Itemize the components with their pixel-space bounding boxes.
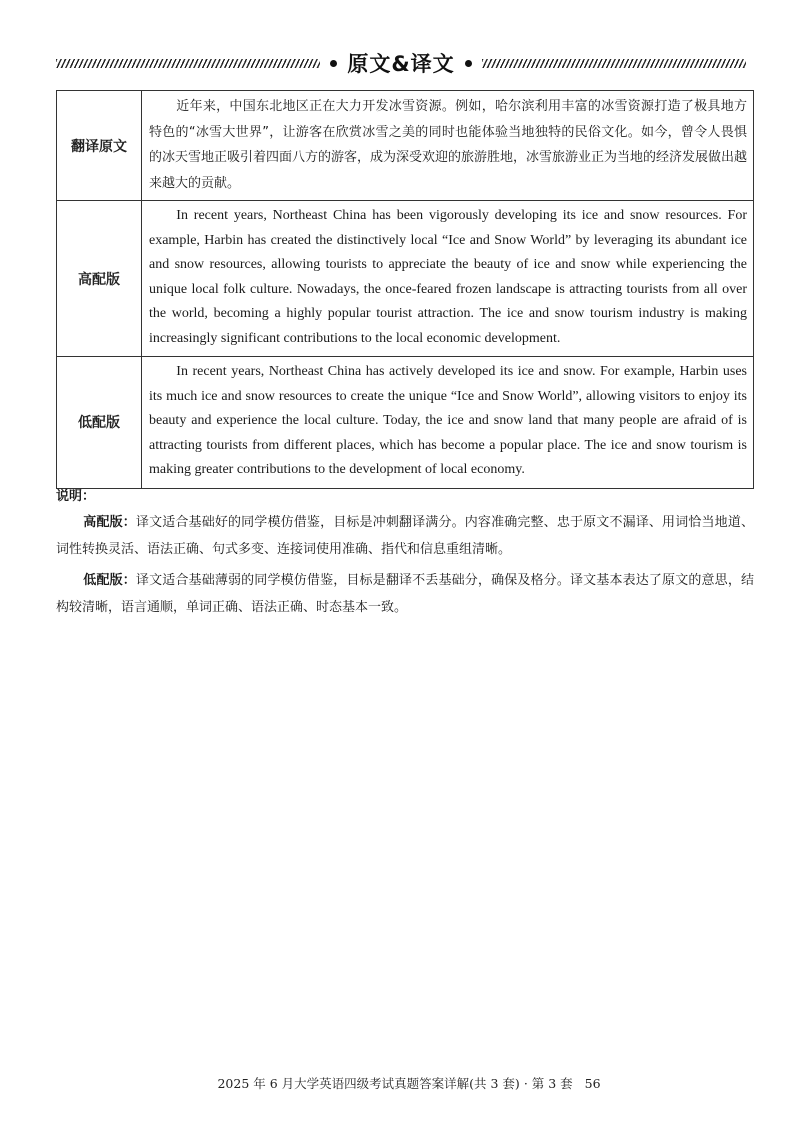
footer-set-label: · 第 3 套 <box>523 1076 573 1091</box>
note-low-label: 低配版： <box>83 573 136 588</box>
note-high-text: 译文适合基础好的同学模仿借鉴，目标是冲刺翻译满分。内容准确完整、忠于原文不漏译、用词恰当地道、词性转换灵活、语法正确、句式多变、连接词使用准确、指代和信息重组清晰。 <box>56 515 754 557</box>
low-version-text: In recent years, Northeast China has actively developed its ice and snow. For example, Harbin uses its much ice and snow resources to create the unique “Ice and Snow World”, allowing visitors to enjoy its beauty and experience the local culture. Today, the ice and snow land that many people are afraid of is attracting tourists from different places, which has become a popular place. The ice and snow tourism is making greater contributions to the development of local economy. <box>149 364 747 477</box>
row-label-high: 高配版 <box>57 201 142 357</box>
notes-heading: 说明： <box>56 489 96 504</box>
page-number: 56 <box>584 1076 601 1091</box>
note-low-text: 译文适合基础薄弱的同学模仿借鉴，目标是翻译不丢基础分，确保及格分。译文基本表达了原文的意思，结构较清晰，语言通顺，单词正确、语法正确、时态基本一致。 <box>56 573 754 615</box>
row-content-low <box>142 357 754 489</box>
high-version-text: In recent years, Northeast China has been vigorously developing its ice and snow resources. For example, Harbin has created the distinctively local “Ice and Snow World” by leveraging its abundant ice and snow resources, allowing tourists to appreciate the beauty of ice and snow while experiencing the unique local folk culture. Nowadays, the once-feared frozen landscape is attracting tourists from all over the world, becoming a highly popular tourist attraction. The ice and snow tourism industry is making increasingly significant contributions to the local economic development. <box>149 208 747 346</box>
note-low <box>56 568 754 621</box>
header-bullet-right <box>465 60 472 67</box>
header-hatch-left <box>56 59 320 68</box>
header-hatch-right <box>482 59 746 68</box>
note-high-label: 高配版： <box>83 515 136 530</box>
table-row-source <box>57 91 754 201</box>
section-title: 原文&译文 <box>347 52 455 76</box>
footer-book-title: 2025 年 6 月大学英语四级考试真题答案详解(共 3 套) <box>217 1076 520 1091</box>
notes-section <box>56 487 754 626</box>
row-label-source: 翻译原文 <box>57 91 142 201</box>
note-high <box>56 510 754 563</box>
section-header <box>56 50 746 76</box>
header-bullet-left <box>330 60 337 67</box>
translation-table <box>56 90 754 489</box>
table-row-high <box>57 201 754 357</box>
page-footer <box>0 1074 800 1092</box>
table-row-low <box>57 357 754 489</box>
row-content-high <box>142 201 754 357</box>
row-label-low: 低配版 <box>57 357 142 489</box>
row-content-source <box>142 91 754 201</box>
source-text: 近年来，中国东北地区正在大力开发冰雪资源。例如，哈尔滨利用丰富的冰雪资源打造了极具地方特色的“冰雪大世界”，让游客在欣赏冰雪之美的同时也能体验当地独特的民俗文化。如今，曾令人畏惧的冰天雪地正吸引着四面八方的游客，成为深受欢迎的旅游胜地，冰雪旅游业正为当地的经济发展做出越来越大的贡献。 <box>149 99 748 191</box>
